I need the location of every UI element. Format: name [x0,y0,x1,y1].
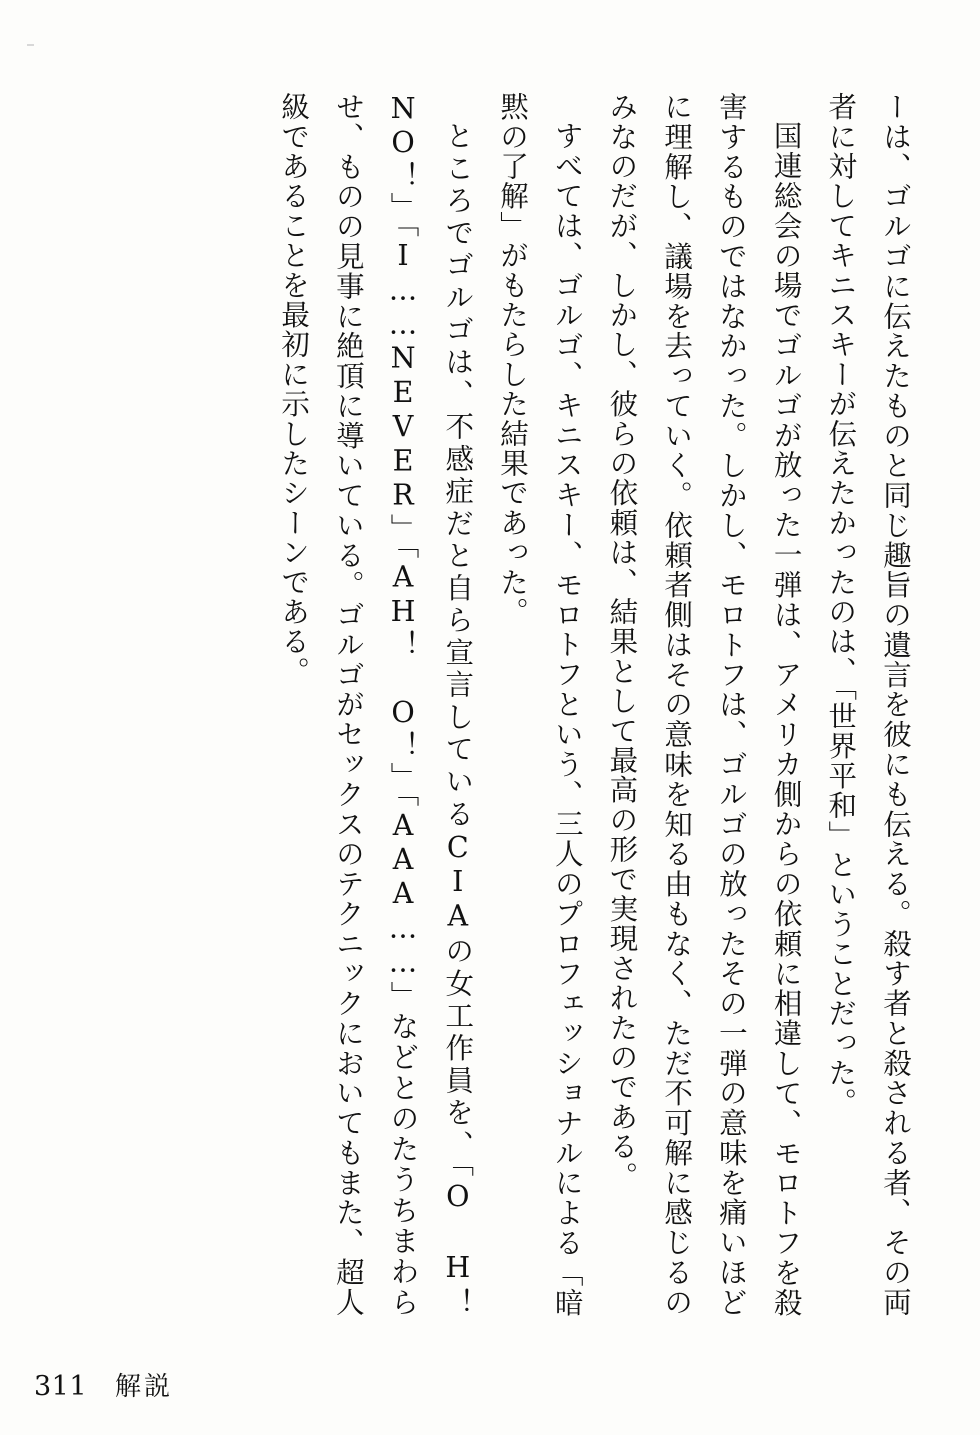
running-head: 解説 [115,1372,174,1402]
page-number: 311 [34,1371,88,1402]
paragraph: すべては、ゴルゴ、キニスキー、モロトフという、三人のプロフェッショナルによる「暗黙の了解」がもたらした結果であった。 [495,92,584,1317]
page-footer [34,1366,173,1403]
paragraph: 国連総会の場でゴルゴが放った一弾は、アメリカ側からの依頼に相違して、モロトフを殺害するものではなかった。しかし、モロトフは、ゴルゴの放ったその一弾の意味を痛いほどに理解し、議場を去っていく。依頼者側はその意味を知る由もなく、ただ不可解に感じるのみなのだが、しかし、彼らの依頼は、結果として最高の形で実現されたのである。 [605,92,803,1317]
scan-artifact [27,44,34,46]
page-body-text [92,92,922,1317]
paragraph: ところでゴルゴは、不感症だと自ら宣言しているCIAの女工作員を、「O H！ NO！」「I……NEVER」「AH！ O！」「AAA……」などとのたうちまわらせ、ものの見事に絶頂に導いている。ゴルゴがセックスのテクニックにおいてもまた、超人級であることを最初に示したシーンである。 [277,92,475,1317]
paragraph: ーは、ゴルゴに伝えたものと同じ趣旨の遺言を彼にも伝える。殺す者と殺される者、その両者に対してキニスキーが伝えたかったのは、「世界平和」ということだった。 [824,92,912,1317]
